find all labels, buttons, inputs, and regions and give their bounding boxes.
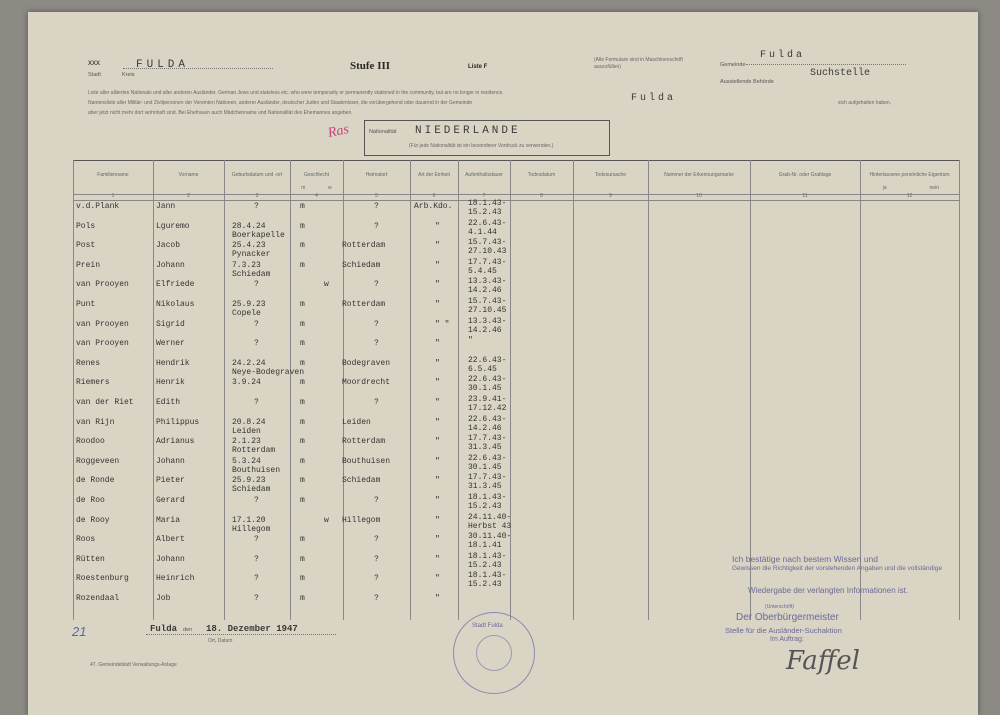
column-header: Familienname bbox=[97, 172, 129, 178]
cell-geburtsort: Copele bbox=[232, 309, 261, 318]
cell-familienname: van Prooyen bbox=[76, 339, 129, 349]
cell-aufenthalt-von: 22.6.43- bbox=[468, 375, 507, 385]
cell-aufenthalt-bis: 27.10.45 bbox=[468, 306, 507, 315]
cell-aufenthalt-bis: 5.4.45 bbox=[468, 266, 497, 276]
page-mark: 21 bbox=[72, 624, 87, 639]
cell-heimatort: ? bbox=[374, 496, 379, 505]
cell-heimatort: ? bbox=[374, 574, 379, 584]
cert-line-1: Ich bestätige nach bestem Wissen und bbox=[732, 554, 878, 564]
cell-aufenthalt-bis: 17.12.42 bbox=[468, 404, 507, 413]
date-value: 18. Dezember 1947 bbox=[206, 624, 298, 634]
cell-geburtsdatum: 3.9.24 bbox=[232, 378, 261, 388]
cell-aufenthalt-bis: 30.1.45 bbox=[468, 462, 502, 472]
gemeinde-label: Gemeinde bbox=[720, 62, 746, 68]
cell-aufenthalt-von: 13.3.43- bbox=[468, 277, 507, 287]
org-line-3: Im Auftrag: bbox=[770, 636, 804, 643]
cell-vorname: Henrik bbox=[156, 378, 185, 388]
cell-geburtsdatum: 20.8.24 bbox=[232, 417, 266, 427]
unterschrift-label: (Unterschrift) bbox=[765, 604, 794, 610]
column-header: Vorname bbox=[178, 172, 199, 178]
cell-familienname: Renes bbox=[76, 358, 101, 368]
cell-aufenthalt-von: 18.1.43- bbox=[468, 199, 507, 208]
cell-heimatort: ? bbox=[374, 554, 379, 564]
nationality-label: Nationalität bbox=[369, 129, 397, 135]
kreis-label: Kreis bbox=[122, 72, 135, 78]
cell-vorname: Hendrik bbox=[156, 358, 190, 368]
cell-einheit: " bbox=[435, 280, 440, 290]
cell-einheit: " bbox=[435, 535, 440, 545]
cell-heimatort: ? bbox=[374, 221, 379, 231]
cell-geburtsdatum: ? bbox=[254, 574, 259, 584]
cell-vorname: Johann bbox=[156, 456, 185, 466]
cell-geschlecht: m bbox=[300, 574, 305, 584]
cell-geburtsdatum: ? bbox=[254, 319, 259, 329]
cell-einheit: " bbox=[435, 241, 440, 251]
kreis-value: FULDA bbox=[136, 59, 190, 71]
cell-aufenthalt-von: 23.9.41- bbox=[468, 395, 507, 404]
cell-geburtsdatum: 25.9.23 bbox=[232, 476, 266, 486]
column-header: Hinterlassene persönliche Eigentum bbox=[869, 172, 950, 178]
column-line bbox=[73, 160, 74, 620]
cell-aufenthalt-von: 22.6.43- bbox=[468, 453, 507, 463]
cell-familienname: Riemers bbox=[76, 378, 110, 388]
cell-geburtsort: Boerkapelle bbox=[232, 230, 285, 240]
cell-geschlecht: m bbox=[300, 554, 305, 564]
column-number: 2 bbox=[187, 193, 190, 199]
cell-geburtsdatum: 2.1.23 bbox=[232, 437, 261, 447]
org-line-1: Der Oberbürgermeister bbox=[736, 612, 839, 623]
cell-vorname: Jacob bbox=[156, 241, 181, 251]
cell-familienname: van Rijn bbox=[76, 417, 115, 427]
cell-familienname: de Roo bbox=[76, 496, 105, 505]
cell-geburtsort: Schiedam bbox=[232, 485, 271, 495]
cell-einheit: Arb.Kdo. bbox=[414, 202, 453, 211]
column-header: Grab-Nr. oder Grablage bbox=[778, 172, 832, 178]
cell-aufenthalt-von: 22.6.43- bbox=[468, 218, 507, 228]
cell-aufenthalt-bis: 14.2.46 bbox=[468, 423, 502, 433]
cell-geburtsdatum: 25.9.23 bbox=[232, 300, 266, 309]
cell-vorname: Albert bbox=[156, 535, 185, 545]
cell-aufenthalt-von: 13.3.43- bbox=[468, 316, 507, 326]
cell-aufenthalt-bis: 30.1.45 bbox=[468, 384, 502, 394]
column-line bbox=[959, 160, 960, 620]
column-header: Heimatort bbox=[365, 172, 388, 178]
column-header: Todesursache bbox=[594, 172, 627, 178]
cell-vorname: Johann bbox=[156, 260, 185, 270]
column-number: 1 bbox=[111, 193, 115, 199]
cell-einheit: " bbox=[435, 378, 440, 388]
column-number: 12 bbox=[906, 193, 913, 199]
column-header: Art der Einheit bbox=[418, 172, 450, 178]
cert-line-2: Gewissen die Richtigkeit der vorstehenden Angaben und die vollständige bbox=[732, 565, 942, 572]
cell-einheit: " bbox=[435, 417, 440, 427]
cell-geschlecht: m bbox=[300, 476, 305, 486]
cell-familienname: Post bbox=[76, 241, 96, 251]
cell-geburtsort: Rotterdam bbox=[232, 446, 276, 456]
cell-vorname: Heinrich bbox=[156, 574, 195, 584]
cert-line-3: Wiedergabe der verlangten Informationen ist. bbox=[748, 586, 909, 595]
cell-vorname: Gerard bbox=[156, 496, 185, 505]
cell-geburtsdatum: ? bbox=[254, 594, 259, 603]
column-line bbox=[648, 160, 649, 620]
cell-vorname: Lguremo bbox=[156, 221, 190, 231]
table-number-line bbox=[73, 200, 959, 201]
cell-aufenthalt-bis: 4.1.44 bbox=[468, 227, 497, 237]
cell-einheit: " bbox=[435, 456, 440, 466]
cell-einheit: " bbox=[435, 398, 440, 407]
cell-familienname: Roos bbox=[76, 535, 96, 545]
cell-geschlecht: m bbox=[300, 319, 305, 329]
cell-geburtsort: Leiden bbox=[232, 426, 261, 436]
seal-text: Stadt Fulda bbox=[472, 623, 503, 629]
ras-mark: Ras bbox=[326, 121, 351, 142]
document-page bbox=[28, 12, 978, 715]
cell-einheit: " bbox=[435, 260, 440, 270]
column-header: Aufenthaltsdauer bbox=[465, 172, 503, 178]
cell-geschlecht: m bbox=[300, 378, 305, 388]
cell-vorname: Job bbox=[156, 594, 171, 603]
cell-geschlecht: w bbox=[324, 515, 329, 525]
cell-geschlecht: m bbox=[300, 535, 305, 545]
cell-familienname: van Prooyen bbox=[76, 319, 129, 329]
column-header: Geschlecht bbox=[303, 172, 329, 178]
cell-heimatort: Hillegom bbox=[342, 515, 381, 525]
cell-heimatort: Leiden bbox=[342, 417, 371, 427]
cell-vorname: Sigrid bbox=[156, 319, 185, 329]
cell-aufenthalt-bis: 27.10.43 bbox=[468, 247, 507, 257]
cell-familienname: de Ronde bbox=[76, 476, 115, 486]
nationality-value: NIEDERLANDE bbox=[415, 125, 521, 137]
cell-geburtsdatum: 17.1.20 bbox=[232, 515, 266, 525]
intro-fill: Fulda bbox=[631, 93, 677, 104]
place-date-mid: den bbox=[183, 627, 193, 633]
cell-familienname: Prein bbox=[76, 260, 101, 270]
cell-aufenthalt-von: 18.1.43- bbox=[468, 571, 507, 581]
column-number: 3 bbox=[255, 193, 259, 199]
stadt-prefix: xxx bbox=[88, 58, 100, 67]
column-subheader: w bbox=[327, 185, 332, 191]
cell-einheit: " bbox=[435, 515, 440, 525]
cell-geburtsdatum: ? bbox=[254, 202, 259, 211]
behoerde-label: Ausstellende Behörde bbox=[720, 79, 774, 85]
cell-geburtsdatum: 28.4.24 bbox=[232, 221, 266, 231]
cell-geburtsdatum: 24.2.24 bbox=[232, 358, 266, 368]
cell-aufenthalt-bis: 31.3.45 bbox=[468, 443, 502, 453]
cell-aufenthalt-von: 24.11.40- bbox=[468, 512, 512, 522]
cell-vorname: Adrianus bbox=[156, 437, 195, 447]
cell-vorname: Johann bbox=[156, 554, 185, 564]
cell-geburtsdatum: ? bbox=[254, 280, 259, 290]
behoerde-value: Suchstelle bbox=[810, 68, 871, 79]
printer-note: 47. Gemeindeblatt Verwaltungs-Anlage bbox=[90, 662, 177, 668]
cell-heimatort: ? bbox=[374, 319, 379, 329]
gemeinde-underline bbox=[746, 64, 906, 65]
cell-heimatort: ? bbox=[374, 339, 379, 349]
column-line bbox=[750, 160, 751, 620]
cell-aufenthalt-bis: 14.2.46 bbox=[468, 325, 502, 335]
cell-aufenthalt-bis: 15.2.43 bbox=[468, 502, 502, 511]
column-number: 10 bbox=[696, 193, 702, 199]
cell-geschlecht: m bbox=[300, 594, 305, 603]
cell-geschlecht: m bbox=[300, 221, 305, 231]
column-subheader: m bbox=[301, 185, 306, 191]
cell-geschlecht: m bbox=[300, 202, 305, 211]
cell-familienname: Rozendaal bbox=[76, 594, 120, 603]
cell-geschlecht: m bbox=[300, 417, 305, 427]
org-line-2: Stelle für die Ausländer-Suchaktion bbox=[725, 626, 842, 635]
cell-einheit: " bbox=[435, 300, 440, 309]
cell-aufenthalt-bis: 15.2.43 bbox=[468, 208, 502, 217]
cell-familienname: v.d.Plank bbox=[76, 202, 120, 211]
column-line bbox=[290, 160, 291, 620]
cell-familienname: Rütten bbox=[76, 554, 105, 564]
cell-aufenthalt-von: 18.1.43- bbox=[468, 551, 507, 561]
column-line bbox=[153, 160, 154, 620]
intro-line-3: aber jetzt nicht mehr dort wohnhaft sind. Bei Ehefrauen auch Mädchenname und Nationalität des Ehemannes angeben. bbox=[88, 110, 353, 116]
column-header: Geburtsdatum und -ort bbox=[231, 172, 283, 178]
cell-vorname: Elfriede bbox=[156, 280, 195, 290]
cell-vorname: Werner bbox=[156, 339, 185, 349]
cell-aufenthalt-von: 17.7.43- bbox=[468, 257, 507, 267]
cell-geburtsdatum: 5.3.24 bbox=[232, 456, 261, 466]
ort-label: Ort, Datum bbox=[208, 638, 233, 644]
cell-aufenthalt-von: 18.1.43- bbox=[468, 493, 507, 502]
cell-aufenthalt-von: 17.7.43- bbox=[468, 434, 507, 444]
column-number: 9 bbox=[609, 193, 612, 199]
cell-geburtsdatum: ? bbox=[254, 554, 259, 564]
table-top-line bbox=[73, 160, 959, 161]
cell-einheit: " bbox=[435, 358, 440, 368]
cell-geburtsdatum: ? bbox=[254, 496, 259, 505]
signature: Faffel bbox=[786, 646, 860, 676]
date-underline bbox=[146, 634, 336, 635]
cell-heimatort: ? bbox=[374, 280, 379, 290]
cell-familienname: Roggeveen bbox=[76, 456, 120, 466]
cell-heimatort: Rotterdam bbox=[342, 437, 386, 447]
cell-aufenthalt-von: " bbox=[468, 336, 473, 346]
cell-einheit: " bbox=[435, 554, 440, 564]
cell-familienname: Punt bbox=[76, 300, 96, 309]
gemeinde-value: Fulda bbox=[760, 50, 806, 61]
column-number: 6 bbox=[432, 193, 436, 199]
column-number: 11 bbox=[802, 193, 808, 199]
cell-familienname: de Rooy bbox=[76, 515, 110, 525]
column-number: 8 bbox=[540, 193, 543, 199]
cell-vorname: Edith bbox=[156, 398, 181, 407]
cell-geschlecht: m bbox=[300, 300, 305, 309]
column-header: Nummer der Erkennungsmarke bbox=[664, 172, 734, 178]
form-note: (Alle Formulare sind in Maschinenschrift auszufüllen) bbox=[594, 57, 683, 70]
cell-heimatort: ? bbox=[374, 202, 379, 211]
cell-geburtsort: Schiedam bbox=[232, 269, 271, 279]
cell-aufenthalt-von: 30.11.40- bbox=[468, 532, 512, 542]
cell-einheit: " bbox=[435, 339, 440, 349]
cell-geburtsdatum: ? bbox=[254, 398, 259, 407]
official-seal bbox=[453, 612, 535, 694]
cell-heimatort: Bouthuisen bbox=[342, 456, 391, 466]
intro-line-2: Namensliste aller Militär- und Zivilpersonen der Vereinten Nationen, anderer Ausländer, deutscher Juden und Staatenloser, die vorübergehend oder dauernd in der Gemeinde bbox=[88, 100, 473, 106]
cell-heimatort: ? bbox=[374, 398, 379, 407]
cell-aufenthalt-von: 22.6.43- bbox=[468, 414, 507, 424]
cell-aufenthalt-bis: 14.2.46 bbox=[468, 286, 502, 296]
cell-geburtsort: Bouthuisen bbox=[232, 465, 281, 475]
cell-einheit: " bbox=[435, 594, 440, 603]
cell-aufenthalt-von: 17.7.43- bbox=[468, 473, 507, 483]
cell-aufenthalt-von: 15.7.43- bbox=[468, 238, 507, 248]
cell-geschlecht: m bbox=[300, 456, 305, 466]
cell-vorname: Jann bbox=[156, 202, 176, 211]
cell-geschlecht: w bbox=[324, 280, 329, 290]
cell-geschlecht: m bbox=[300, 241, 305, 251]
cell-geburtsort: Hillegom bbox=[232, 524, 271, 534]
cell-aufenthalt-bis: 31.3.45 bbox=[468, 482, 502, 492]
cell-familienname: van der Riet bbox=[76, 398, 134, 407]
cell-heimatort: Moordrecht bbox=[342, 378, 391, 388]
cell-aufenthalt-bis: 18.1.41 bbox=[468, 541, 502, 551]
cell-vorname: Maria bbox=[156, 515, 181, 525]
cell-geburtsdatum: ? bbox=[254, 339, 259, 349]
cell-einheit: " bbox=[435, 574, 440, 584]
column-line bbox=[573, 160, 574, 620]
column-line bbox=[510, 160, 511, 620]
cell-geschlecht: m bbox=[300, 260, 305, 270]
cell-aufenthalt-bis: Herbst 43 bbox=[468, 521, 512, 531]
cell-geburtsort: Neye-Bodegraven bbox=[232, 367, 305, 377]
cell-heimatort: Rotterdam bbox=[342, 241, 386, 251]
kreis-underline bbox=[123, 68, 273, 69]
cell-familienname: Roodoo bbox=[76, 437, 105, 447]
column-subheader: ja bbox=[882, 185, 887, 191]
cell-vorname: Nikolaus bbox=[156, 300, 195, 309]
column-number: 7 bbox=[482, 193, 486, 199]
column-header: Todesdatum bbox=[527, 172, 556, 178]
cell-geburtsort: Pynacker bbox=[232, 250, 271, 260]
cell-heimatort: Bodegraven bbox=[342, 358, 391, 368]
place-value: Fulda bbox=[150, 624, 178, 634]
stufe-title: Stufe III bbox=[350, 60, 391, 72]
cell-einheit: " bbox=[435, 476, 440, 486]
column-number: 5 bbox=[375, 193, 378, 199]
nationality-box bbox=[364, 120, 610, 156]
cell-aufenthalt-bis: 15.2.43 bbox=[468, 560, 502, 570]
cell-geburtsdatum: 7.3.23 bbox=[232, 260, 261, 270]
cell-heimatort: Schiedam bbox=[342, 476, 381, 486]
cell-heimatort: Rotterdam bbox=[342, 300, 386, 309]
column-line bbox=[224, 160, 225, 620]
cell-familienname: van Prooyen bbox=[76, 280, 129, 290]
intro-line-2-end: sich aufgehalten haben, bbox=[838, 100, 892, 106]
cell-aufenthalt-von: 15.7.43- bbox=[468, 297, 507, 306]
cell-geschlecht: m bbox=[300, 437, 305, 447]
column-line bbox=[860, 160, 861, 620]
cell-geschlecht: m bbox=[300, 339, 305, 349]
cell-einheit: " bbox=[435, 496, 440, 505]
cell-geschlecht: m bbox=[300, 496, 305, 505]
cell-vorname: Philippus bbox=[156, 417, 200, 427]
cell-einheit: " bbox=[435, 437, 440, 447]
cell-familienname: Roestenburg bbox=[76, 574, 129, 584]
cell-einheit: " " bbox=[435, 319, 450, 329]
cell-geschlecht: m bbox=[300, 358, 305, 368]
cell-geschlecht: m bbox=[300, 398, 305, 407]
intro-line-1: Liste aller alliierten Nationals und aller anderen Ausländer, German Jews und stateless etc. who were temporarily or permanently stationed in the community, but are no longer in residence. bbox=[88, 90, 504, 96]
column-line bbox=[458, 160, 459, 620]
seal-inner-ring bbox=[476, 635, 512, 671]
column-subheader: nein bbox=[929, 185, 939, 191]
liste-label: Liste F bbox=[468, 64, 488, 70]
cell-geburtsdatum: 25.4.23 bbox=[232, 241, 266, 251]
cell-geburtsdatum: ? bbox=[254, 535, 259, 545]
cell-aufenthalt-bis: 6.5.45 bbox=[468, 364, 497, 374]
cell-vorname: Pieter bbox=[156, 476, 185, 486]
cell-heimatort: Schiedam bbox=[342, 260, 381, 270]
column-number: 4 bbox=[315, 193, 318, 199]
stadt-label: Stadt bbox=[88, 72, 101, 78]
cell-aufenthalt-von: 22.6.43- bbox=[468, 355, 507, 365]
cell-einheit: " bbox=[435, 221, 440, 231]
cell-aufenthalt-bis: 15.2.43 bbox=[468, 580, 502, 590]
nationality-note: (Für jede Nationalität ist ein besonderer Vordruck zu verwenden.) bbox=[409, 143, 554, 149]
column-line bbox=[410, 160, 411, 620]
cell-familienname: Pols bbox=[76, 221, 96, 231]
cell-heimatort: ? bbox=[374, 535, 379, 545]
column-line bbox=[343, 160, 344, 620]
cell-heimatort: ? bbox=[374, 594, 379, 603]
